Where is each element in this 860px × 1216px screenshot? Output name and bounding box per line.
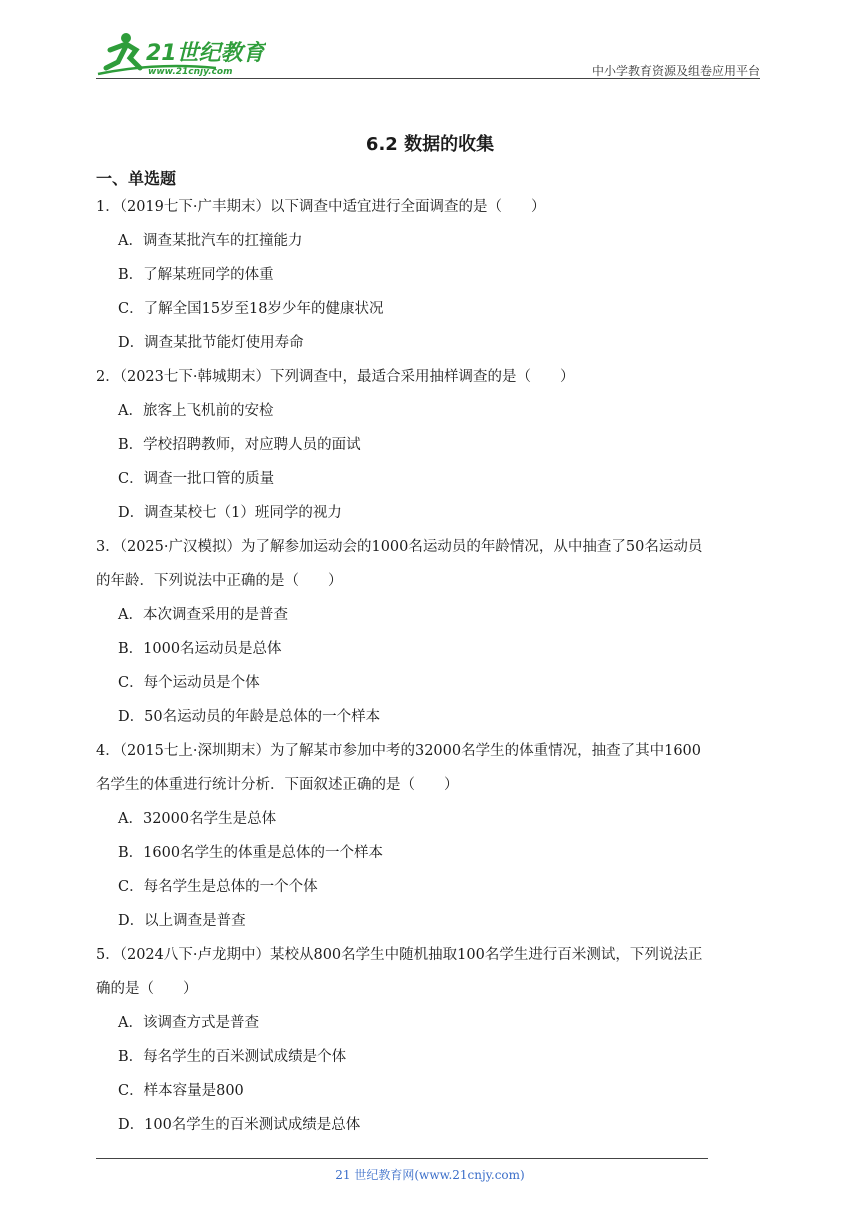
- svg-text:www.21cnjy.com: www.21cnjy.com: [148, 67, 233, 77]
- option-a: A．该调查方式是普查: [118, 1015, 259, 1031]
- logo-21cnjy: [96, 28, 266, 80]
- question-stem: 4．（2015七上·深圳期末）为了解某市参加中考的32000名学生的体重情况，抽查了其中1600: [96, 743, 702, 759]
- option-d: D．以上调查是普查: [118, 913, 246, 929]
- option-b: B．1600名学生的体重是总体的一个样本: [118, 845, 384, 861]
- option-c: C．每名学生是总体的一个个体: [118, 879, 318, 895]
- page-title: 6.2 数据的收集: [365, 134, 495, 155]
- question-3: [96, 530, 768, 734]
- option-b: B．学校招聘教师，对应聘人员的面试: [118, 437, 361, 453]
- question-stem-continued: 名学生的体重进行统计分析．下面叙述正确的是（ ）: [96, 777, 459, 793]
- option-a: A．调查某批汽车的扛撞能力: [118, 233, 303, 249]
- option-b: B．1000名运动员是总体: [118, 641, 282, 657]
- section-title: 一、单选题: [96, 169, 177, 188]
- question-list: [96, 190, 768, 1142]
- option-c: C．了解全国15岁至18岁少年的健康状况: [118, 301, 384, 317]
- option-d: D．调查某批节能灯使用寿命: [118, 335, 304, 351]
- option-d: D．100名学生的百米测试成绩是总体: [118, 1117, 361, 1133]
- question-4: [96, 734, 768, 938]
- option-b: B．了解某班同学的体重: [118, 267, 274, 283]
- option-d: D．调查某校七（1）班同学的视力: [118, 505, 342, 521]
- option-d: D．50名运动员的年龄是总体的一个样本: [118, 709, 381, 725]
- platform-name: 中小学教育资源及组卷应用平台: [591, 64, 760, 78]
- svg-text:21世纪教育: 21世纪教育: [146, 41, 265, 66]
- option-c: C．样本容量是800: [118, 1083, 244, 1099]
- question-1: [96, 190, 768, 360]
- option-a: A．旅客上飞机前的安检: [118, 403, 274, 419]
- question-stem-continued: 的年龄．下列说法中正确的是（ ）: [96, 573, 343, 589]
- question-stem-continued: 确的是（ ）: [96, 981, 198, 997]
- option-b: B．每名学生的百米测试成绩是个体: [118, 1049, 347, 1065]
- footer-link[interactable]: 21 世纪教育网(www.21cnjy.com): [335, 1168, 525, 1182]
- question-stem: 5．（2024八下·卢龙期中）某校从800名学生中随机抽取100名学生进行百米测试，下列说法正: [96, 947, 703, 963]
- option-a: A．本次调查采用的是普查: [118, 607, 288, 623]
- page-header: [96, 28, 760, 80]
- question-stem: 2．（2023七下·韩城期末）下列调查中，最适合采用抽样调查的是（ ）: [96, 369, 575, 385]
- option-c: C．每个运动员是个体: [118, 675, 260, 691]
- header-divider: [96, 78, 760, 79]
- question-stem: 1．（2019七下·广丰期末）以下调查中适宜进行全面调查的是（ ）: [96, 199, 546, 215]
- question-stem: 3．（2025·广汉模拟）为了解参加运动会的1000名运动员的年龄情况，从中抽查了50名运动员: [96, 539, 703, 555]
- question-2: [96, 360, 768, 530]
- option-a: A．32000名学生是总体: [118, 811, 277, 827]
- option-c: C．调查一批口管的质量: [118, 471, 275, 487]
- question-5: [96, 938, 768, 1142]
- footer-divider: [96, 1158, 708, 1159]
